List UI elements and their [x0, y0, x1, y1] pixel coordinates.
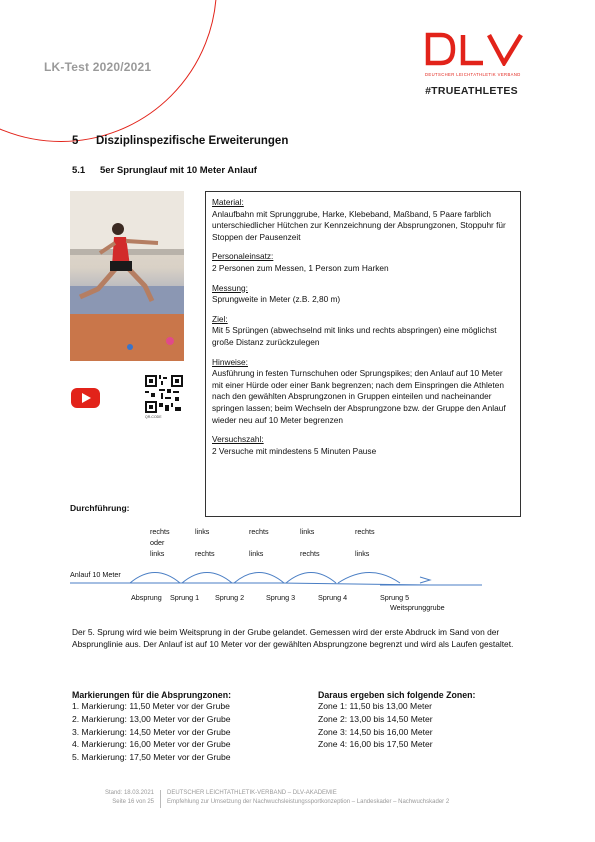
- foot-top-5: rechts: [355, 527, 375, 536]
- foot-top-1: rechts: [150, 527, 170, 536]
- foot-bottom-2: rechts: [195, 549, 215, 558]
- jump-arc-3: [234, 573, 284, 584]
- list-item: Zone 4: 16,00 bis 17,50 Meter: [318, 739, 433, 750]
- subsection-title: 5er Sprunglauf mit 10 Meter Anlauf: [100, 165, 257, 176]
- absprung-label: Absprung: [131, 593, 162, 602]
- dlv-logo-icon: [425, 32, 525, 66]
- subsection-number: 5.1: [72, 165, 86, 176]
- foot-top-2: links: [195, 527, 210, 536]
- material-text: Anlaufbahn mit Sprunggrube, Harke, Klebeband, Maßband, 5 Paare farblich unterschiedlicher Hütchen zur Kennzeichnung der Absprungzonen, Stoppuhr für Stoppen der Pausenzeit: [212, 208, 506, 242]
- versuch-text: 2 Versuche mit mindestens 5 Minuten Pause: [212, 445, 377, 456]
- personal-label: Personaleinsatz:: [212, 251, 274, 262]
- arrow-icon: [420, 577, 430, 583]
- ziel-text: Mit 5 Sprüngen (abwechselnd mit links und rechts abspringen) eine möglichst große Distanz zurückzulegen: [212, 325, 497, 347]
- grube-label: Weitsprunggrube: [390, 603, 445, 612]
- durchfuehrung-label: Durchführung:: [70, 503, 130, 513]
- section-number: 5: [72, 135, 79, 147]
- dlv-logo: [425, 32, 535, 97]
- foot-oder: oder: [150, 538, 165, 547]
- foot-bottom-3: links: [249, 549, 264, 558]
- sprung-2: Sprung 2: [215, 593, 245, 602]
- foot-bottom-1: links: [150, 549, 165, 558]
- jump-arc-1: [130, 573, 180, 584]
- trueathletes-mark-icon: #: [425, 85, 432, 97]
- list-item: Zone 1: 11,50 bis 13,00 Meter: [318, 701, 433, 711]
- trueathletes-logo: [425, 85, 535, 97]
- jump-arc-2: [182, 573, 232, 584]
- qr-caption: QR-CODE: [145, 415, 162, 419]
- trueathletes-text: TRUEATHLETES: [431, 85, 518, 97]
- list-item: 5. Markierung: 17,50 Meter vor der Grube: [72, 752, 231, 763]
- subsection-heading: [72, 165, 257, 176]
- jump-arc-5: [338, 573, 400, 584]
- markierungen-list: [72, 690, 312, 764]
- hinweise-label: Hinweise:: [212, 356, 248, 367]
- sprung-3: Sprung 3: [266, 593, 296, 602]
- info-box: [205, 191, 521, 517]
- list-item: 3. Markierung: 14,50 Meter vor der Grube: [72, 726, 231, 737]
- zonen-list: [318, 690, 538, 751]
- footer-doc: Empfehlung zur Umsetzung der Nachwuchsleistungssportkonzeption – Landeskader – Nachwuchskader 2: [167, 799, 450, 805]
- personal-text: 2 Personen zum Messen, 1 Person zum Harken: [212, 262, 389, 273]
- sprung-1: Sprung 1: [170, 593, 200, 602]
- footer-stand: Stand: 18.03.2021: [92, 790, 161, 799]
- messung-label: Messung:: [212, 282, 248, 293]
- body-paragraph: Der 5. Sprung wird wie beim Weitsprung in der Grube gelandet. Gemessen wird der erste Abdruck im Sand von der Absprunglinie aus. Der Anlauf ist auf 10 Meter vor der gewählten Absprungzone begrenzt und wird als Laufen gestaltet.: [72, 627, 514, 649]
- test-label: LK-Test 2020/2021: [44, 60, 152, 74]
- foot-bottom-4: rechts: [300, 549, 320, 558]
- list-item: Zone 2: 13,00 bis 14,50 Meter: [318, 713, 433, 724]
- markierungen-title: Markierungen für die Absprungzonen:: [72, 690, 232, 700]
- messung-text: Sprungweite in Meter (z.B. 2,80 m): [212, 294, 341, 305]
- footer-seite: Seite 16 von 25: [92, 799, 161, 808]
- section-heading: [72, 135, 288, 147]
- youtube-play-icon[interactable]: [71, 388, 100, 408]
- sprung-4: Sprung 4: [318, 593, 348, 602]
- list-item: 4. Markierung: 16,00 Meter vor der Grube: [72, 739, 231, 750]
- jump-arc-4: [286, 573, 336, 584]
- logo-subtitle: DEUTSCHER LEICHTATHLETIK VERBAND: [425, 72, 521, 77]
- jump-diagram: [70, 560, 490, 592]
- list-item: 2. Markierung: 13,00 Meter vor der Grube: [72, 713, 231, 724]
- athlete-photo: [70, 191, 184, 361]
- hinweise-text: Ausführung in festen Turnschuhen oder Sprungspikes; den Anlauf auf 10 Meter mit einer Hürde oder einer Bank begrenzen; nach dem Einspringen die Athleten nach den gewählten Absprungzonen in Gruppen einteilen und nacheinander springen lassen; beim Wechseln der Absprungzone bzw. der Gruppe den Anlauf wieder neu auf 10 Meter begrenzen: [212, 368, 506, 425]
- anlauf-label: Anlauf 10 Meter: [70, 570, 121, 579]
- list-item: 1. Markierung: 11,50 Meter vor der Grube: [72, 701, 230, 711]
- list-item: Zone 3: 14,50 bis 16,00 Meter: [318, 726, 433, 737]
- qr-code-icon[interactable]: [145, 375, 183, 413]
- zonen-title: Daraus ergeben sich folgende Zonen:: [318, 690, 476, 700]
- material-label: Material:: [212, 197, 244, 207]
- footer-org: DEUTSCHER LEICHTATHLETIK-VERBAND – DLV-AKADEMIE: [167, 790, 337, 796]
- ziel-label: Ziel:: [212, 313, 228, 324]
- sprung-5: Sprung 5: [380, 593, 410, 602]
- versuch-label: Versuchszahl:: [212, 434, 264, 445]
- foot-top-4: links: [300, 527, 315, 536]
- foot-top-3: rechts: [249, 527, 269, 536]
- section-title: Disziplinspezifische Erweiterungen: [96, 135, 289, 147]
- foot-bottom-5: links: [355, 549, 370, 558]
- page-footer: [92, 790, 512, 808]
